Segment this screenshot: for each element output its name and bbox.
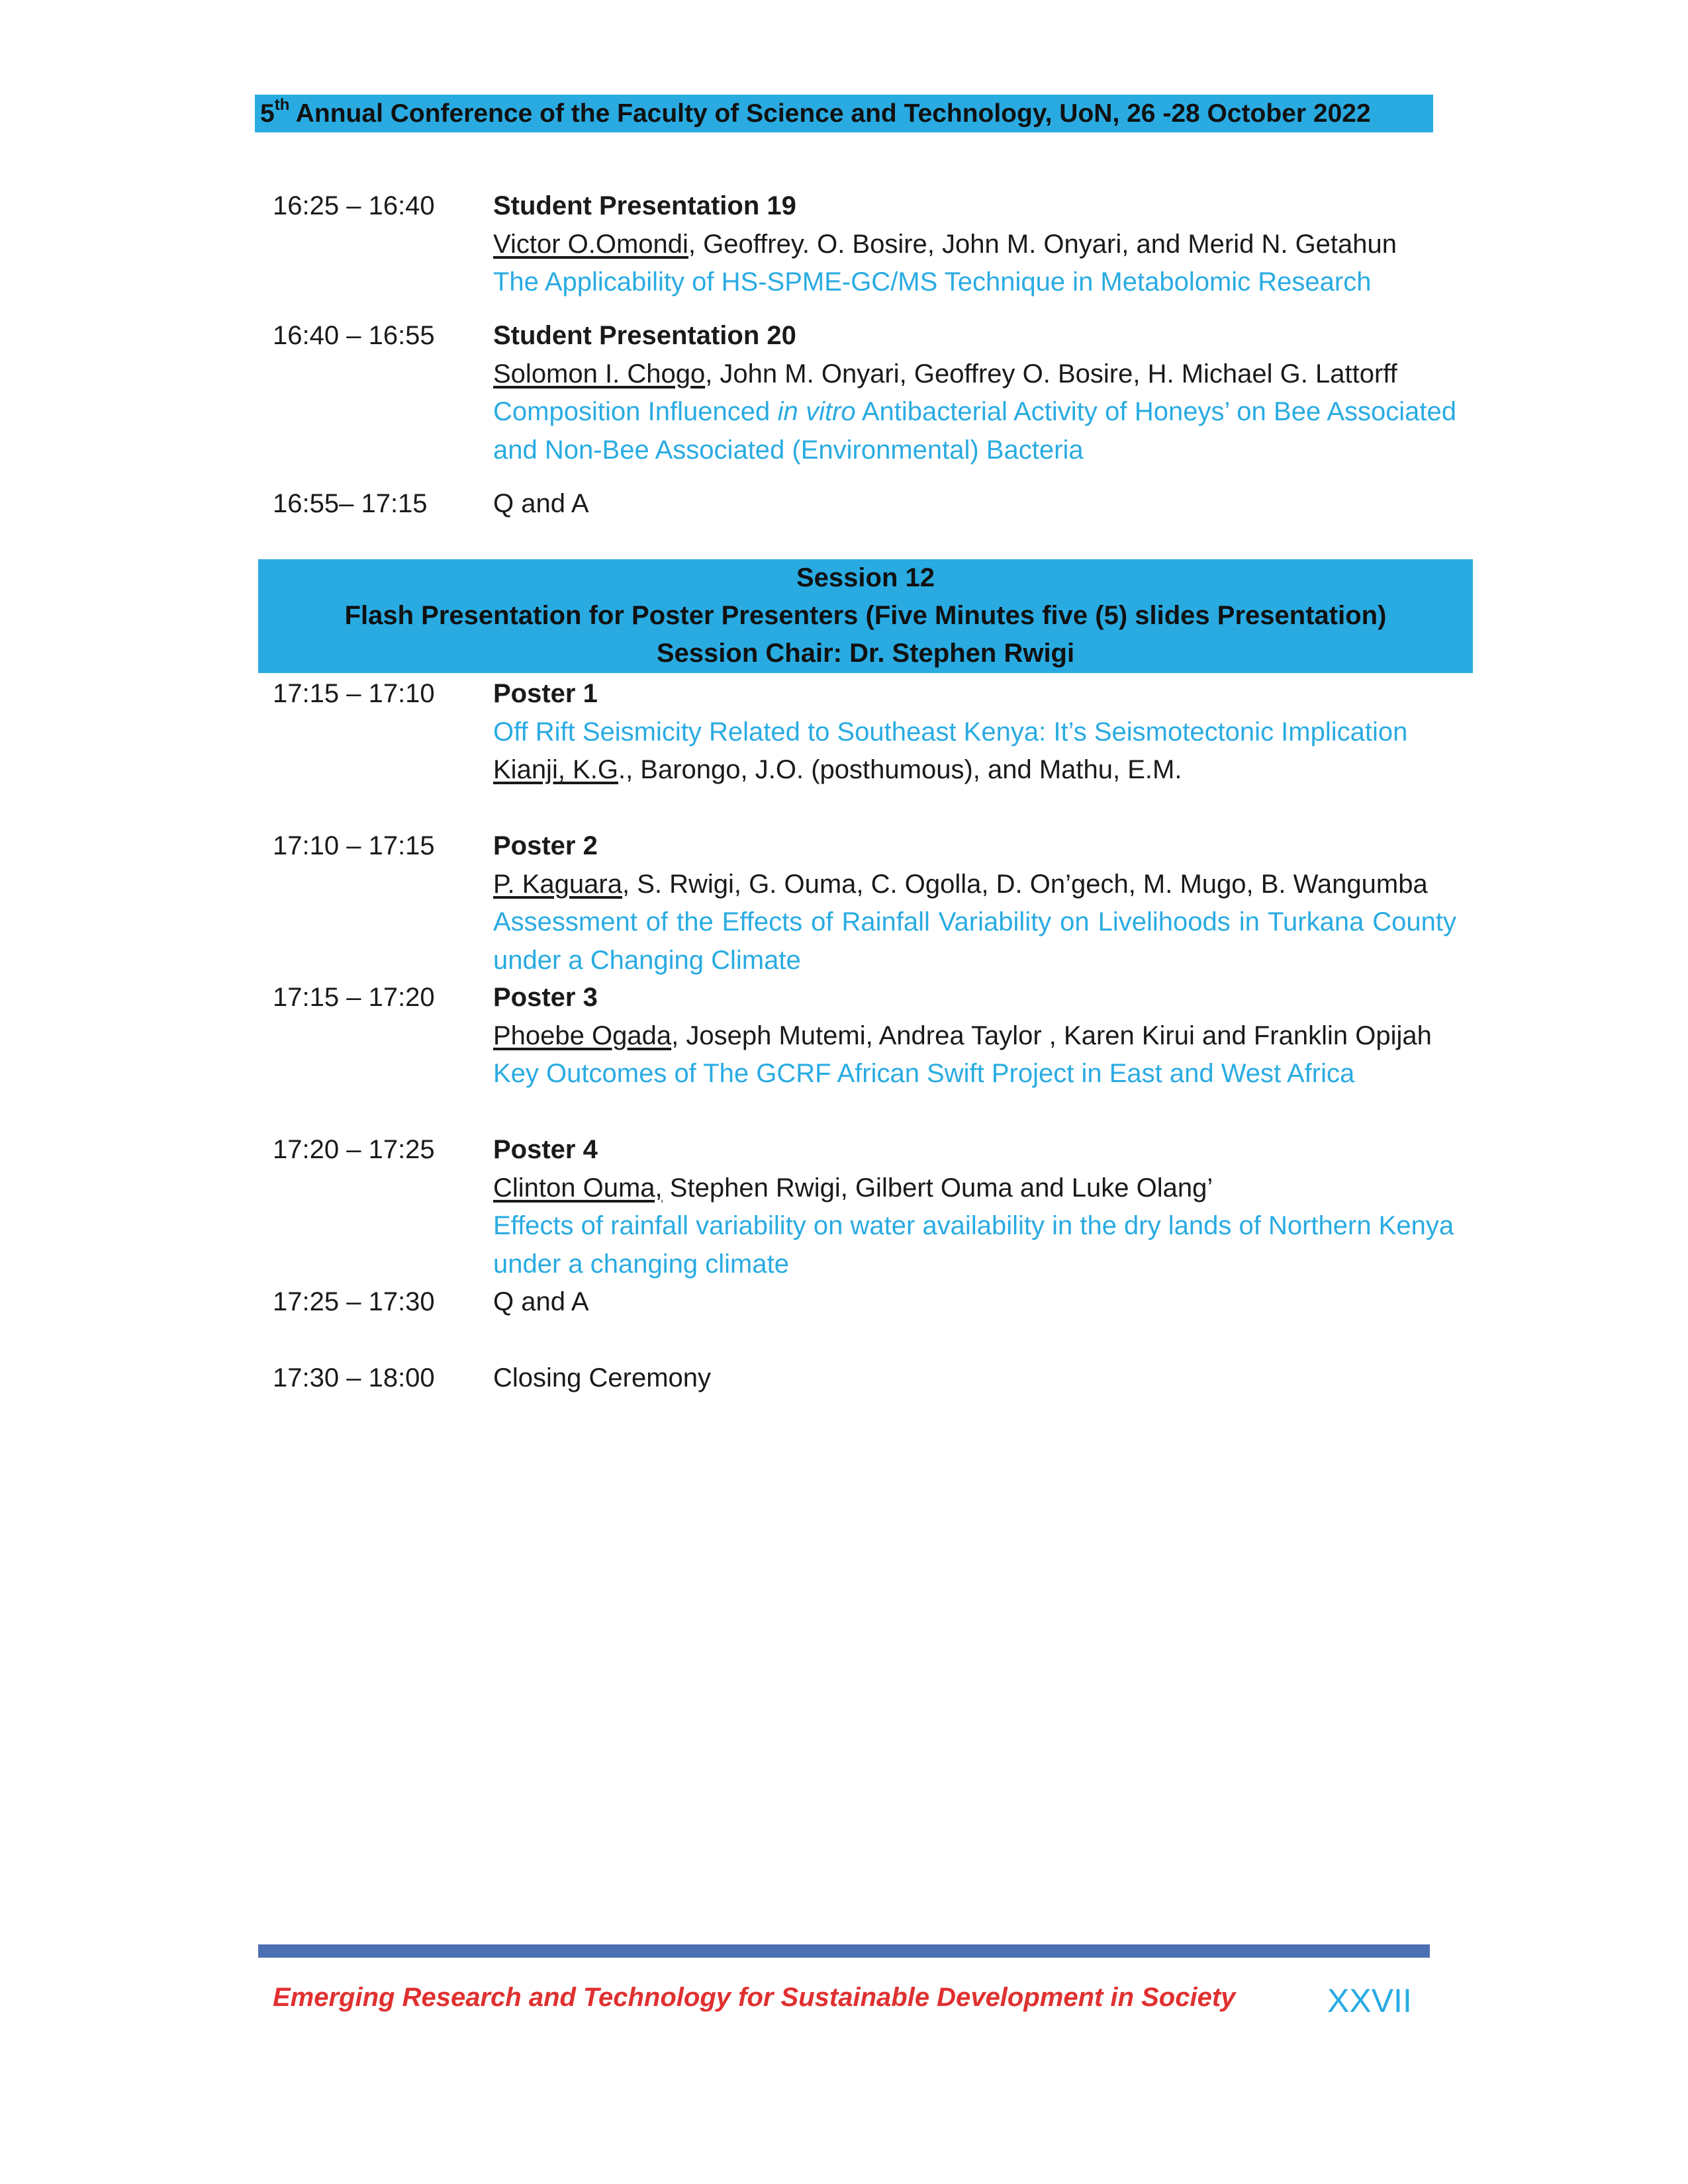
poster-heading: Poster 2 — [493, 831, 598, 860]
row-time: 16:25 – 16:40 — [273, 191, 435, 220]
footer-rule — [258, 1944, 1430, 1958]
presentation-title: The Applicability of HS-SPME-GC/MS Technique in Metabolomic Research — [493, 267, 1372, 296]
page-number: XXVII — [1327, 1982, 1412, 2019]
poster-heading: Poster 1 — [493, 679, 598, 708]
row-time: 17:20 – 17:25 — [273, 1135, 435, 1164]
poster-title: Key Outcomes of The GCRF African Swift Project in East and West Africa — [493, 1059, 1355, 1088]
coauthors: , Geoffrey. O. Bosire, John M. Onyari, and Merid N. Getahun — [688, 229, 1397, 259]
row-content — [493, 827, 1456, 979]
author-line — [493, 866, 1456, 904]
row-content — [493, 485, 1456, 523]
row-content — [493, 1283, 1456, 1322]
row-time: 17:30 – 18:00 — [273, 1363, 435, 1392]
poster-title: Effects of rainfall variability on water availability in the dry lands of Northern Kenya under a changing climate — [493, 1211, 1454, 1279]
session-title: Session 12 — [796, 563, 935, 592]
presenter-name: Phoebe Ogada — [493, 1021, 672, 1050]
row-text: Q and A — [493, 489, 589, 518]
poster-heading: Poster 4 — [493, 1135, 598, 1164]
header-ordinal-suffix: th — [274, 96, 290, 114]
coauthors: Stephen Rwigi, Gilbert Ouma and Luke Olang’ — [662, 1173, 1213, 1203]
author-line — [493, 1169, 1456, 1208]
session-header — [258, 559, 1473, 673]
row-text: Q and A — [493, 1287, 589, 1316]
poster-heading: Poster 3 — [493, 983, 598, 1012]
presenter-name: Kianji, K.G — [493, 755, 618, 784]
title-part: Composition Influenced — [493, 397, 778, 426]
presentation-heading: Student Presentation 19 — [493, 191, 796, 220]
row-content — [493, 1131, 1456, 1283]
session-subtitle: Flash Presentation for Poster Presenters (Five Minutes five (5) slides Presentation) — [344, 601, 1387, 630]
header-ordinal: 5 — [260, 99, 275, 128]
row-content — [493, 979, 1456, 1093]
row-time: 16:55– 17:15 — [273, 489, 428, 518]
author-line — [493, 751, 1456, 790]
presenter-name: Solomon I. Chogo — [493, 359, 706, 388]
row-time: 17:15 – 17:10 — [273, 679, 435, 708]
presentation-title — [493, 393, 1456, 469]
presenter-name: P. Kaguara — [493, 869, 622, 899]
poster-title: Off Rift Seismicity Related to Southeast Kenya: It’s Seismotectonic Implication — [493, 717, 1408, 747]
row-content — [493, 675, 1456, 790]
session-chair: Session Chair: Dr. Stephen Rwigi — [656, 639, 1075, 668]
poster-title: Assessment of the Effects of Rainfall Variability on Livelihoods in Turkana County under a Changing Climate — [493, 907, 1456, 975]
title-italic: in vitro — [777, 397, 856, 426]
coauthors: , Joseph Mutemi, Andrea Taylor , Karen Kirui and Franklin Opijah — [671, 1021, 1432, 1050]
row-content — [493, 1359, 1456, 1398]
row-text: Closing Ceremony — [493, 1363, 712, 1392]
author-line — [493, 1017, 1456, 1056]
presenter-name: Victor O.Omondi — [493, 229, 688, 259]
row-time: 17:25 – 17:30 — [273, 1287, 435, 1316]
coauthors: , S. Rwigi, G. Ouma, C. Ogolla, D. On’gech, M. Mugo, B. Wangumba — [622, 869, 1428, 899]
row-time: 17:15 – 17:20 — [273, 983, 435, 1012]
row-content — [493, 187, 1456, 302]
presenter-name: Clinton Ouma, — [493, 1173, 663, 1203]
conference-header — [255, 95, 1433, 132]
row-time: 17:10 – 17:15 — [273, 831, 435, 860]
title-part: Antibacterial Activity of Honeys’ on Bee Associated and Non-Bee Associated (Environmental) Bacteria — [493, 397, 1457, 465]
row-time: 16:40 – 16:55 — [273, 321, 435, 350]
coauthors: , John M. Onyari, Geoffrey O. Bosire, H. Michael G. Lattorff — [705, 359, 1397, 388]
header-title: Annual Conference of the Faculty of Science and Technology, UoN, 26 -28 October 2022 — [289, 99, 1371, 128]
row-content — [493, 317, 1456, 469]
presentation-heading: Student Presentation 20 — [493, 321, 796, 350]
footer-tagline: Emerging Research and Technology for Sustainable Development in Society — [273, 1983, 1236, 2012]
author-line — [493, 355, 1456, 394]
author-line — [493, 226, 1456, 264]
coauthors: ., Barongo, J.O. (posthumous), and Mathu, E.M. — [618, 755, 1182, 784]
